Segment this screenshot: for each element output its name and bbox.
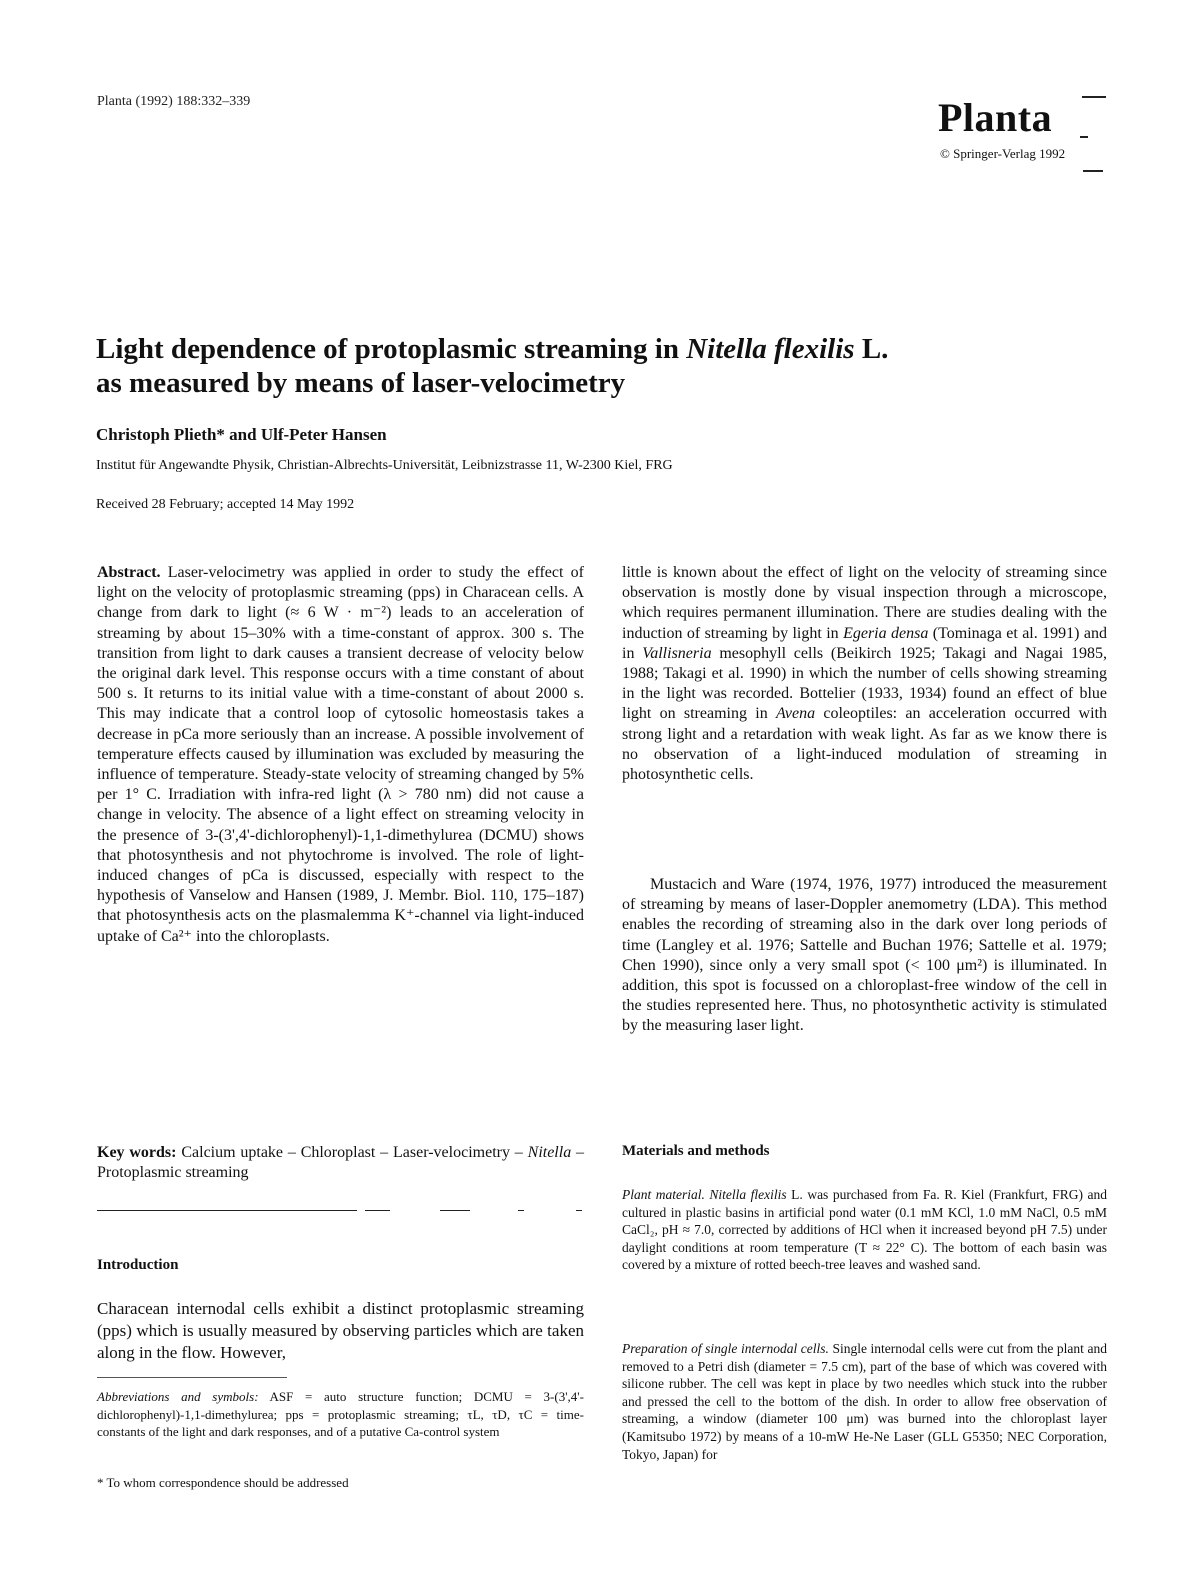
intro-paragraph-2 [622, 875, 1107, 1037]
text-run: L. was purchased from Fa. R. Kiel (Frankfurt, FRG) and cultured in plastic basins in artificial pond water (0.1 mM KCl, 1.0 mM NaCl, 0.5 mM CaCl₂, pH ≈ 7.0, corrected by additions of HCl when it increased beyond pH 7.5) under daylight conditions at room temperature (T ≈ 22° C). The bottom of each basin was covered by a mixture of rotted beech-tree leaves and washed sand. [622, 1187, 1107, 1273]
abbreviations-footnote [97, 1388, 584, 1441]
abstract-label: Abstract. [97, 564, 161, 581]
introduction-text [97, 1298, 584, 1364]
title-part: L. [854, 333, 889, 365]
separator-rule [365, 1210, 390, 1211]
text-run: mesophyll cells (Beikirch 1925; Takagi and Nagai 1985, 1988; Takagi et al. 1990) in which the number of cells showing streaming in the light was recorded. Bottelier (1933, 1934) found an effect of blue light on streaming in [622, 644, 1107, 723]
keywords-italic: Nitella [527, 1144, 572, 1161]
intro-continued [622, 563, 1107, 785]
journal-logo: Planta [938, 95, 1053, 140]
abbreviations-label: Abbreviations and symbols: [97, 1389, 259, 1404]
introduction-paragraph: Characean internodal cells exhibit a distinct protoplasmic streaming (pps) which is usually measured by observing particles which are taken along in the flow. However, [97, 1299, 584, 1362]
species-name: Vallisneria [642, 644, 712, 662]
title-part: Light dependence of protoplasmic streaming in [96, 333, 687, 365]
keywords-text: – Protoplasmic streaming [97, 1144, 585, 1182]
logo-rule [1083, 170, 1103, 172]
abstract-text: Laser-velocimetry was applied in order to study the effect of light on the velocity of protoplasmic streaming (pps) in Characean cells. A change from dark to light (≈ 6 W · m⁻²) leads to an acceleration of streaming by about 15–30% with a time-constant of approx. 300 s. The transition from light to dark causes a transient decrease of velocity below the original dark level. This response occurs with a time constant of about 500 s. It returns to its initial value with a time-constant of about 2000 s. This may indicate that a control loop of cytosolic homeostasis takes a decrease in pCa more seriously than an increase. A possible involvement of temperature effects caused by illumination was excluded by measuring the influence of temperature. Steady-state velocity of streaming changed by 5% per 1° C. Irradiation with infra-red light (λ > 780 nm) did not cause a change in velocity. The absence of a light effect on streaming velocity in the presence of 3-(3',4'-dichlorophenyl)-1,1-dimethylurea (DCMU) shows that photosynthesis and not phytochrome is involved. The role of light-induced changes of pCa is discussed, especially with respect to the hypothesis of Vanselow and Hansen (1989, J. Membr. Biol. 110, 175–187) that photosynthesis acts on the plasmalemma K⁺-channel via light-induced uptake of Ca²⁺ into the chloroplasts. [97, 564, 585, 945]
correspondence-footnote: * To whom correspondence should be addressed [97, 1475, 349, 1490]
abbreviations-text: ASF = auto structure function; DCMU = 3-(3',4'-dichlorophenyl)-1,1-dimethylurea; pps = protoplasmic streaming; τL, τD, τC = time-constants of the light and dark responses, and of a putative Ca-control system [97, 1389, 584, 1439]
separator-rule [576, 1210, 582, 1211]
affiliation: Institut für Angewandte Physik, Christian-Albrechts-Universität, Leibnizstrasse 11, W-2300 Kiel, FRG [96, 458, 673, 473]
subsection-label: Plant material. [622, 1187, 705, 1202]
keywords-text: Calcium uptake – Chloroplast – Laser-velocimetry – [181, 1144, 528, 1161]
keywords [97, 1143, 584, 1183]
text-run: Single internodal cells were cut from the plant and removed to a Petri dish (diameter = 7.5 cm), part of the base of which was covered with silicone rubber. The cell was kept in place by two needles which stuck into the rubber and pressed the cell to the bottom of the dish. In order to allow free observation of streaming, a window (diameter 100 μm) was burned into the chloroplast layer (Kamitsubo 1972) by means of a 10-mW He-Ne Laser (GLL G5350; NEC Corporation, Tokyo, Japan) for [622, 1341, 1107, 1462]
logo-rule [1082, 96, 1106, 98]
species-name: Avena [775, 705, 816, 723]
species-name: Egeria densa [843, 624, 929, 642]
title-species: Nitella flexilis [686, 333, 855, 365]
journal-citation: Planta (1992) 188:332–339 [97, 94, 251, 109]
journal-logo-block [930, 92, 1110, 172]
text-run: little is known about the effect of light on the velocity of streaming since observation is mostly done by visual inspection through a microscope, which requires permanent illumination. There are studies dealing with the induction of streaming by light in [622, 564, 1107, 642]
paragraph: Mustacich and Ware (1974, 1976, 1977) introduced the measurement of streaming by means of laser-Doppler anemometry (LDA). This method enables the recording of streaming also in the dark over long periods of time (Langley et al. 1976; Sattelle and Buchan 1976; Sattelle et al. 1979; Chen 1990), since only a very small spot (< 100 μm²) is illuminated. In addition, this spot is focussed on a chloroplast-free window of the cell in the studies represented here. Thus, no photosynthetic activity is stimulated by the measuring laser light. [622, 876, 1107, 1035]
keywords-label: Key words: [97, 1144, 177, 1161]
received-dates: Received 28 February; accepted 14 May 1992 [96, 497, 355, 512]
separator-rule [518, 1210, 524, 1211]
separator-rule [97, 1210, 357, 1211]
species-name: Nitella flexilis [709, 1187, 787, 1202]
title-part: as measured by means of laser-velocimetry [96, 367, 626, 399]
separator-rule [440, 1210, 470, 1211]
text-run: (Tominaga et al. 1991) and in [622, 624, 1107, 662]
publisher-copyright: © Springer-Verlag 1992 [940, 146, 1066, 161]
section-heading-methods: Materials and methods [622, 1143, 770, 1159]
plant-material-paragraph [622, 1186, 1107, 1274]
subsection-label: Preparation of single internodal cells. [622, 1341, 829, 1356]
text-run: coleoptiles: an acceleration occurred with strong light and a retardation with weak light. As far as we know there is no observation of a light-induced modulation of streaming in photosynthetic cells. [622, 705, 1107, 784]
section-heading-introduction: Introduction [97, 1257, 179, 1273]
abstract [97, 563, 584, 947]
footnote-rule [97, 1377, 287, 1378]
preparation-paragraph [622, 1340, 1107, 1463]
logo-rule [1080, 136, 1088, 138]
authors: Christoph Plieth* and Ulf-Peter Hansen [96, 425, 387, 444]
article-title [96, 332, 1106, 400]
